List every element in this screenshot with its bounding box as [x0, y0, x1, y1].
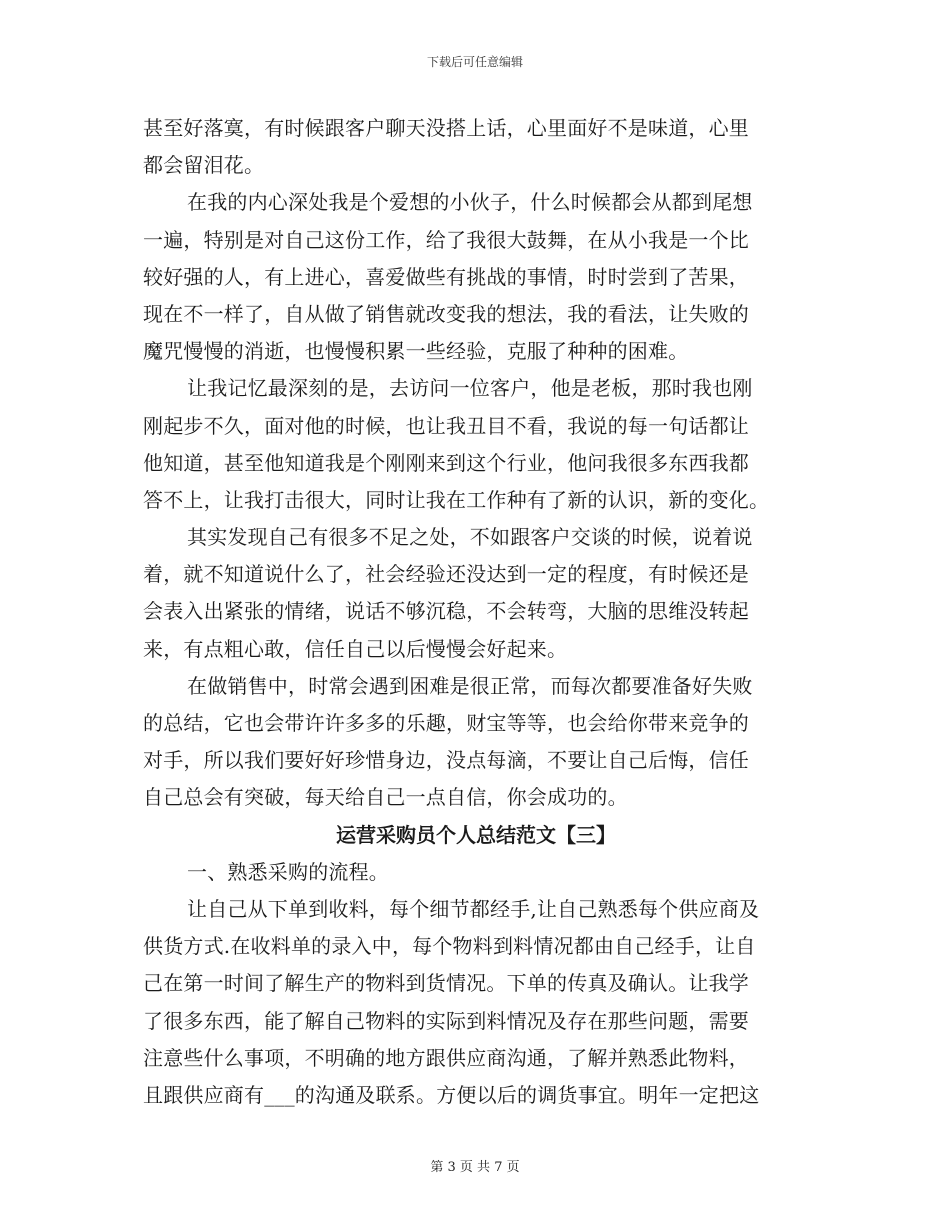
text-line: 魔咒慢慢的消逝，也慢慢积累一些经验，克服了种种的困难。 [143, 339, 689, 364]
text-line: 一遍，特别是对自己这份工作，给了我很大鼓舞，在从小我是一个比 [143, 227, 749, 252]
text-line: 刚起步不久，面对他的时候，也让我丑目不看，我说的每一句话都让 [143, 413, 749, 438]
text-line: 己在第一时间了解生产的物料到货情况。下单的传真及确认。让我学 [143, 971, 749, 996]
text-line: 供货方式.在收料单的录入中，每个物料到料情况都由自己经手，让自 [143, 934, 756, 959]
text-line: 他知道，甚至他知道我是个刚刚来到这个行业，他问我很多东西我都 [143, 450, 749, 475]
text-line: 来，有点粗心敢，信任自己以后慢慢会好起来。 [143, 636, 568, 661]
text-line: 自己总会有突破，每天给自己一点自信，你会成功的。 [143, 785, 628, 810]
text-line: 在我的内心深处我是个爱想的小伙子，什么时候都会从都到尾想 [187, 190, 753, 215]
page-number: 第 3 页 共 7 页 [430, 1160, 520, 1175]
text-line: 都会留泪花。 [143, 153, 265, 178]
text-line: 了很多东西，能了解自己物料的实际到料情况及存在那些问题，需要 [143, 1008, 749, 1033]
text-line: 的总结，它也会带许许多多的乐趣，财宝等等，也会给你带来竞争的 [143, 711, 749, 735]
text-line: 且跟供应商有___的沟通及联系。方便以后的调货事宜。明年一定把这 [143, 1082, 760, 1107]
section-paragraphs [143, 854, 809, 1114]
text-line: 答不上，让我打击很大，同时让我在工作种有了新的认识，新的变化。 [143, 487, 770, 512]
text-line: 其实发现自己有很多不足之处，不如跟客户交谈的时候，说着说 [187, 525, 753, 550]
text-line: 让自己从下单到收料，每个细节都经手,让自己熟悉每个供应商及 [187, 896, 760, 921]
document-body [143, 110, 809, 1114]
section-title: 运营采购员个人总结范文【三】 [336, 822, 616, 847]
text-line: 着，就不知道说什么了，社会经验还没达到一定的程度，有时候还是 [143, 562, 749, 587]
text-line: 对手，所以我们要好好珍惜身边，没点每滴，不要让自己后悔，信任 [143, 748, 749, 773]
text-line: 较好强的人，有上进心，喜爱做些有挑战的事情，时时尝到了苦果， [143, 264, 749, 289]
text-line: 让我记忆最深刻的是，去访问一位客户，他是老板，那时我也刚 [187, 376, 753, 401]
text-line: 现在不一样了，自从做了销售就改变我的想法，我的看法，让失败的 [143, 301, 749, 326]
text-line: 甚至好落寞，有时候跟客户聊天没搭上话，心里面好不是味道，心里 [143, 116, 749, 140]
text-line: 会表入出紧张的情绪，说话不够沉稳，不会转弯，大脑的思维没转起 [143, 599, 749, 624]
text-line: 一、熟悉采购的流程。 [187, 859, 389, 884]
body-paragraphs [143, 110, 809, 817]
header-note: 下载后可任意编辑 [426, 55, 523, 69]
text-line: 注意些什么事项，不明确的地方跟供应商沟通，了解并熟悉此物料， [143, 1045, 749, 1070]
text-line: 在做销售中，时常会遇到困难是很正常，而每次都要准备好失败 [187, 673, 753, 698]
